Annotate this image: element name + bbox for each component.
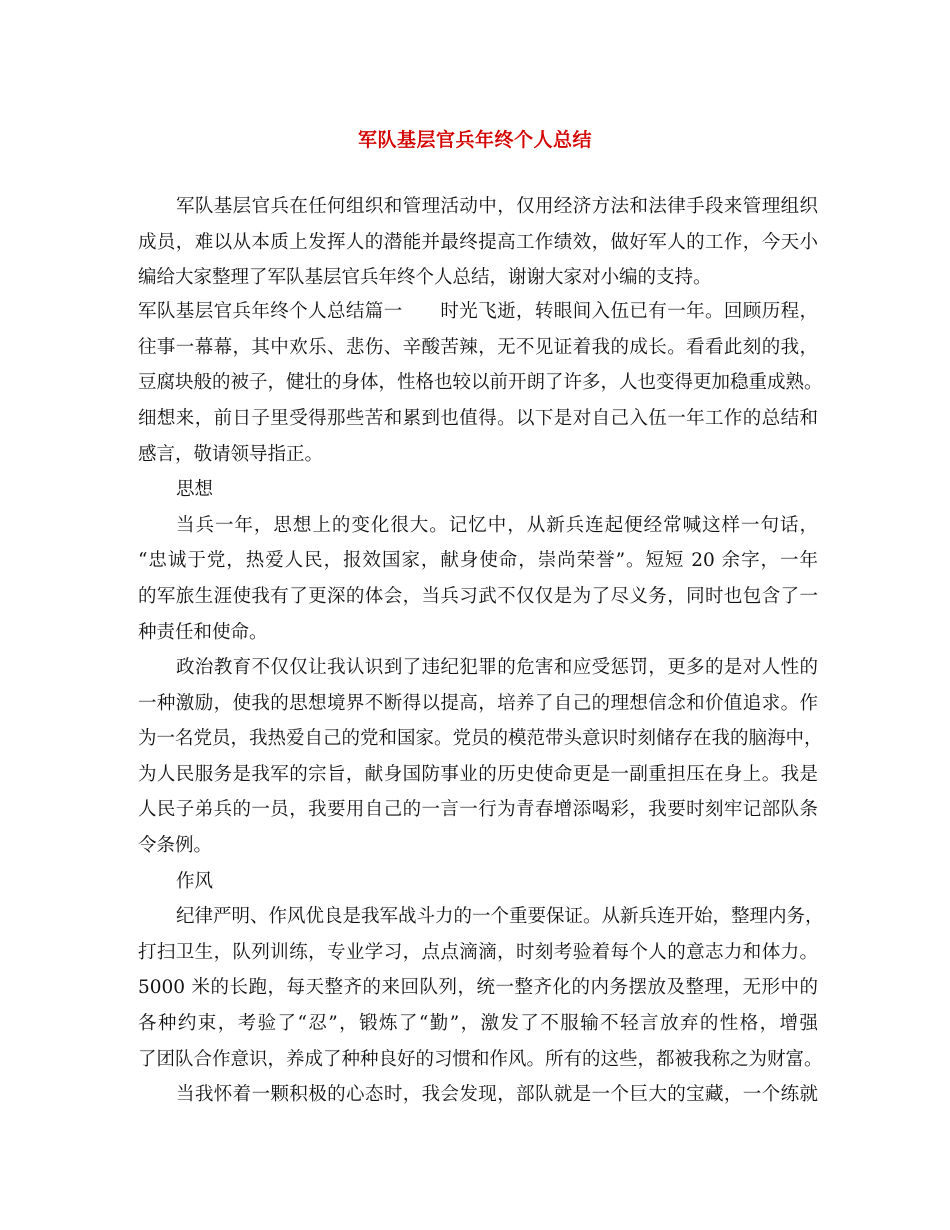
paragraph-line: 各种约束，考验了“忍”，锻炼了“勤”，激发了不服输不轻言放弃的性格，增强 (138, 1013, 818, 1034)
section-heading: 作风 (176, 871, 214, 892)
paragraph-line: 成员，难以从本质上发挥人的潜能并最终提高工作绩效，做好军人的工作，今天小 (138, 232, 818, 253)
page-title: 军队基层官兵年终个人总结 (357, 129, 592, 151)
paragraph-line: 当我怀着一颗积极的心态时，我会发现，部队就是一个巨大的宝藏，一个练就 (176, 1084, 818, 1105)
paragraph-line: 军队基层官兵在任何组织和管理活动中，仅用经济方法和法律手段来管理组织 (176, 196, 818, 217)
paragraph-line: 的军旅生涯使我有了更深的体会，当兵习武不仅仅是为了尽义务，同时也包含了一 (138, 586, 818, 607)
paragraph-line: 豆腐块般的被子，健壮的身体，性格也较以前开朗了许多，人也变得更加稳重成熟。 (138, 372, 823, 393)
paragraph-line: 当兵一年，思想上的变化很大。记忆中，从新兵连起便经常喊这样一句话， (176, 515, 818, 536)
paragraph-line: 令条例。 (138, 835, 213, 856)
paragraph-line: 细想来，前日子里受得那些苦和累到也值得。以下是对自己入伍一年工作的总结和 (138, 408, 818, 429)
paragraph-line: 纪律严明、作风优良是我军战斗力的一个重要保证。从新兵连开始，整理内务， (176, 906, 824, 927)
paragraph-line: 了团队合作意识，养成了种种良好的习惯和作风。所有的这些，都被我称之为财富。 (138, 1049, 823, 1070)
paragraph-line: 5000 米的长跑，每天整齐的来回队列，统一整齐化的内务摆放及整理，无形中的 (138, 977, 818, 998)
paragraph-line: 人民子弟兵的一员，我要用自己的一言一行为青春增添喝彩，我要时刻牢记部队条 (138, 799, 818, 820)
paragraph-line: 感言，敬请领导指正。 (138, 444, 324, 465)
paragraph-line: 为一名党员，我热爱自己的党和国家。党员的模范带头意识时刻储存在我的脑海中， (138, 728, 823, 749)
paragraph-line: 种责任和使命。 (138, 622, 268, 643)
paragraph-line: “忠诚于党，热爱人民，报效国家，献身使命，崇尚荣誉”。短短 20 余字，一年 (138, 550, 818, 571)
section-heading: 思想 (176, 479, 214, 500)
paragraph-line: 军队基层官兵年终个人总结篇一 时光飞逝，转眼间入伍已有一年。回顾历程， (138, 301, 818, 322)
paragraph-line: 打扫卫生，队列训练，专业学习，点点滴滴，时刻考验着每个人的意志力和体力。 (138, 942, 818, 963)
paragraph-line: 为人民服务是我军的宗旨，献身国防事业的历史使命更是一副重担压在身上。我是 (138, 764, 818, 785)
paragraph-line: 编给大家整理了军队基层官兵年终个人总结，谢谢大家对小编的支持。 (138, 267, 712, 288)
paragraph-line: 一种激励，使我的思想境界不断得以提高，培养了自己的理想信念和价值追求。作 (138, 693, 818, 714)
paragraph-line: 政治教育不仅仅让我认识到了违纪犯罪的危害和应受惩罚，更多的是对人性的 (176, 657, 818, 678)
paragraph-line: 往事一幕幕，其中欢乐、悲伤、辛酸苦辣，无不见证着我的成长。看看此刻的我， (138, 337, 818, 358)
